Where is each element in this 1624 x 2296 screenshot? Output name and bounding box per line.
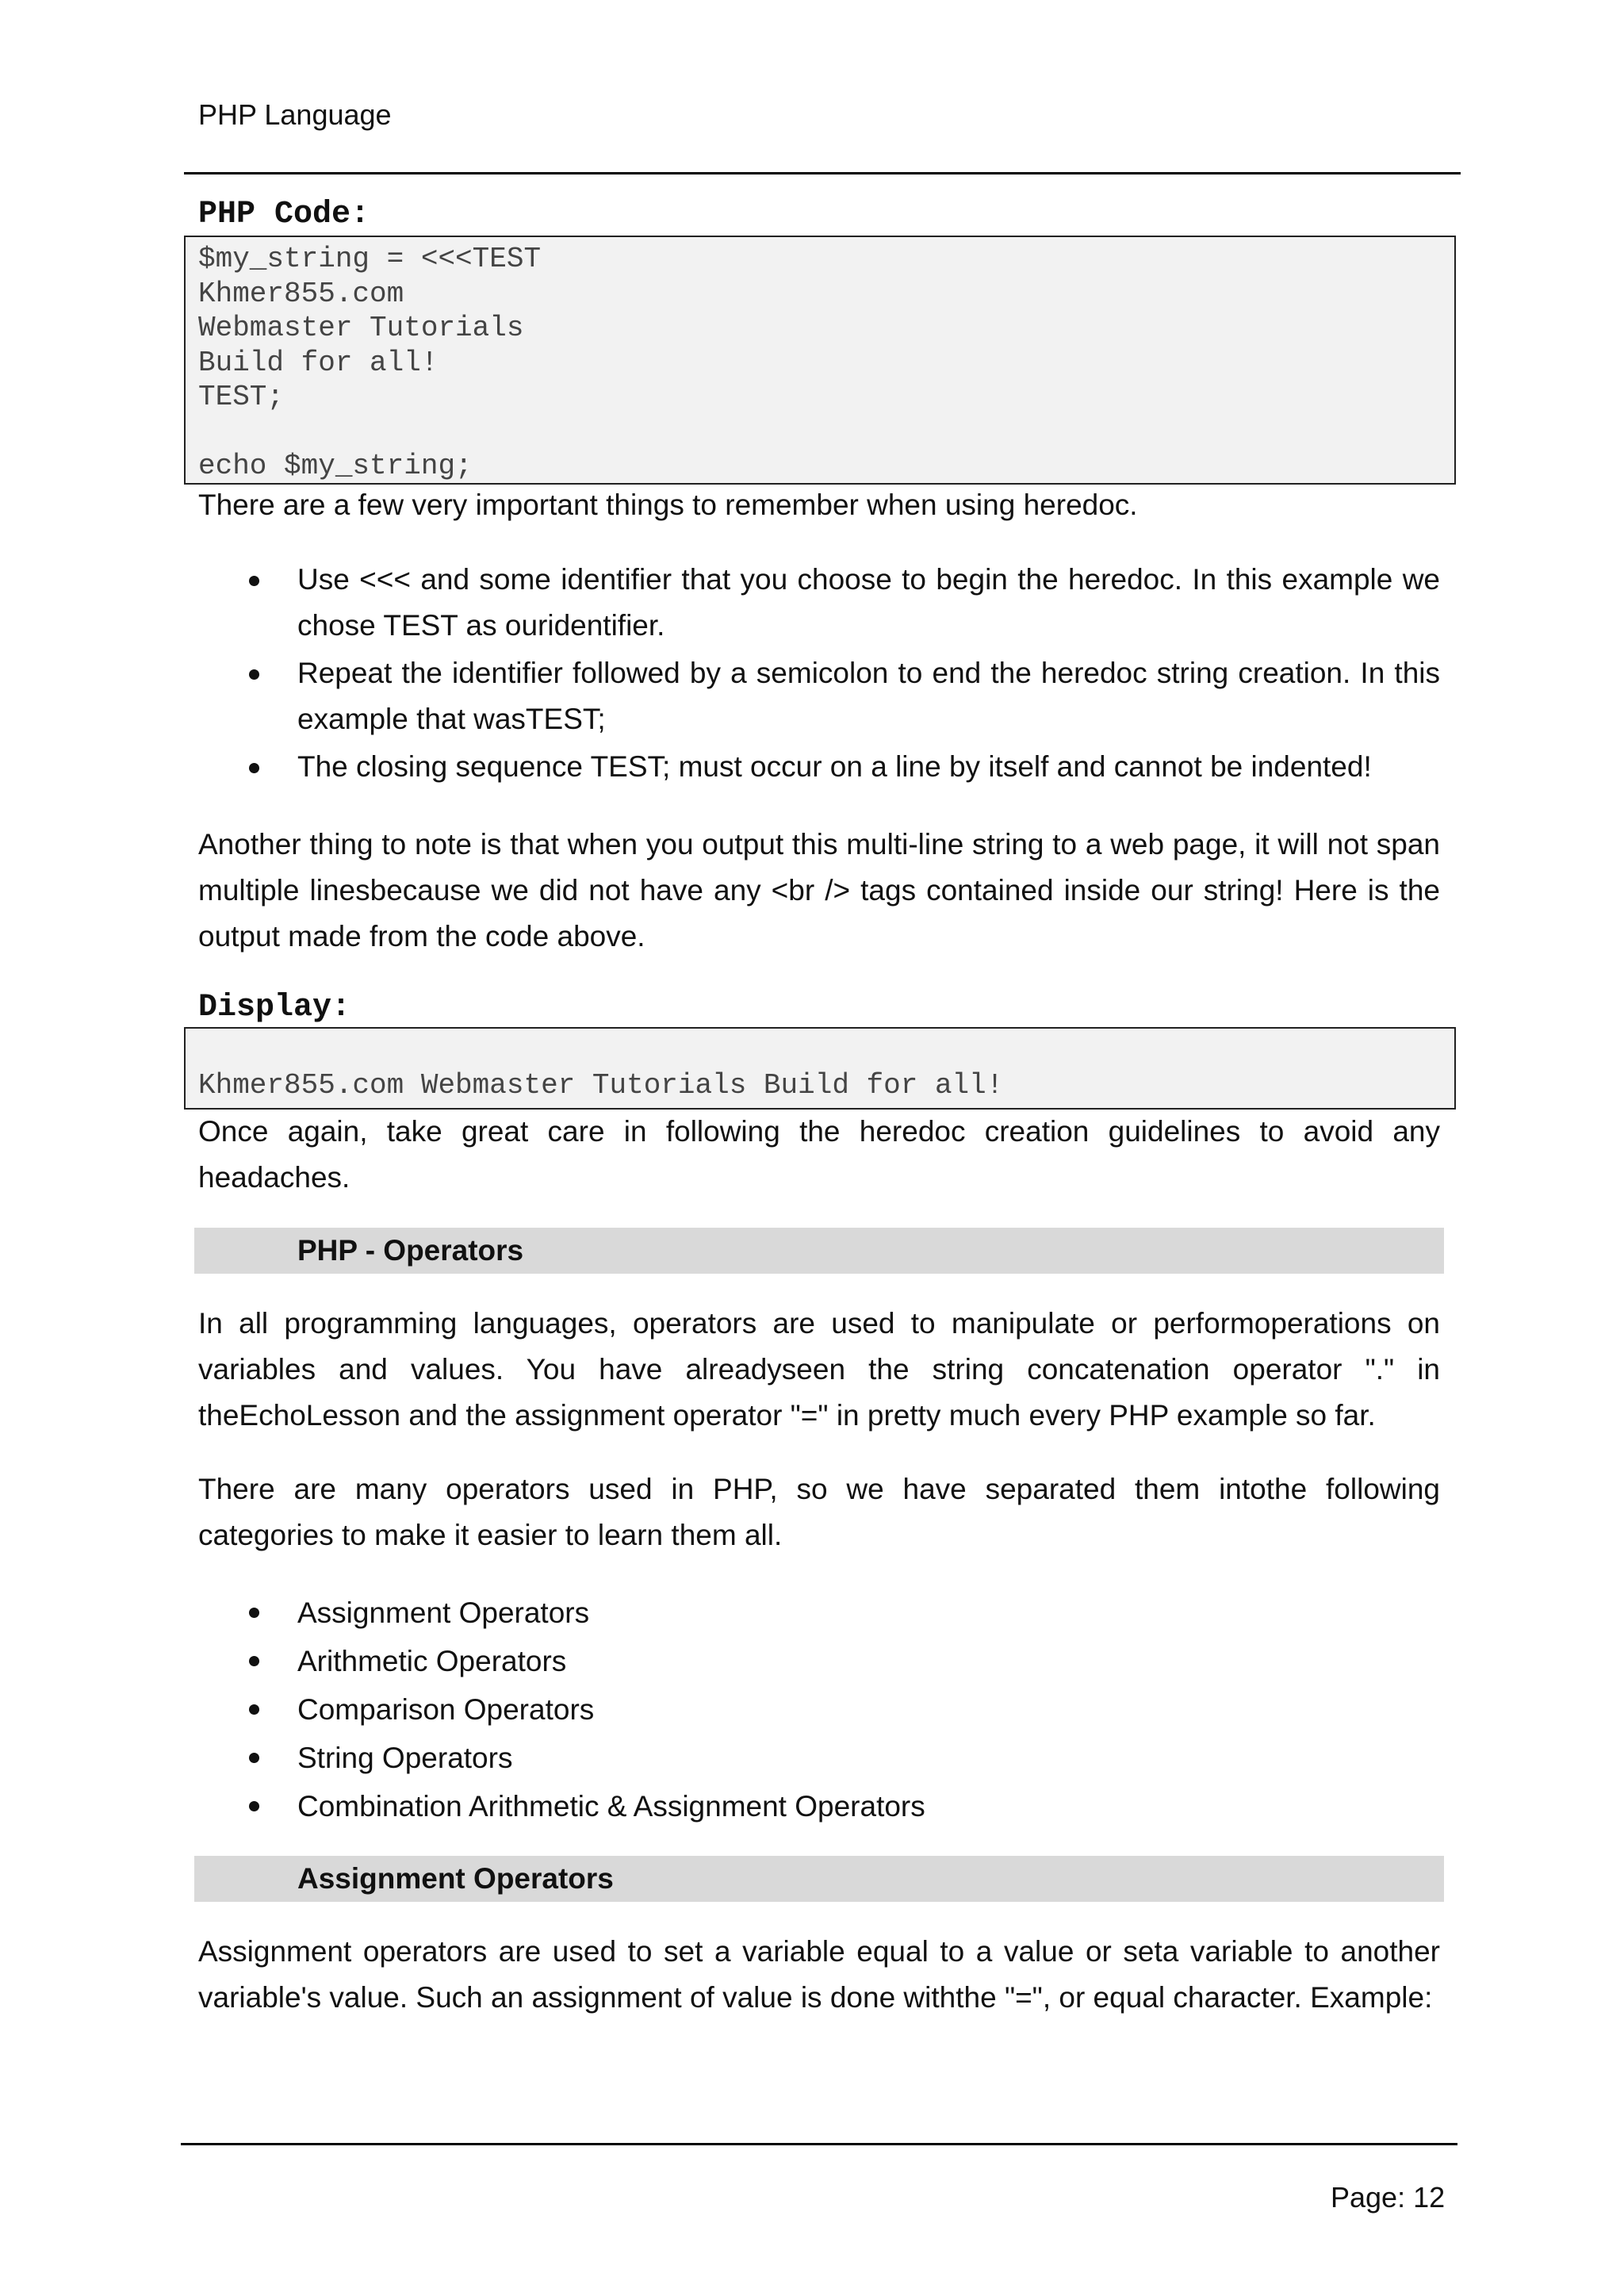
code-block-label: PHP Code: (198, 197, 370, 232)
heredoc-rules-list (198, 557, 1440, 792)
bullet-icon (249, 669, 259, 680)
footer-rule (181, 2143, 1457, 2145)
display-block (184, 1027, 1456, 1110)
list-item: Combination Arithmetic & Assignment Operators (198, 1782, 1440, 1830)
code-line: $my_string = <<<TEST (198, 243, 542, 275)
display-line: Khmer855.com Webmaster Tutorials Build for all! (198, 1068, 1004, 1102)
running-header: PHP Language (198, 98, 392, 131)
list-item: The closing sequence TEST; must occur on a line by itself and cannot be indented! (198, 744, 1440, 790)
code-line (198, 415, 1442, 450)
bullet-icon (249, 1656, 259, 1666)
header-rule (184, 172, 1461, 174)
display-block-label: Display: (198, 990, 351, 1025)
section-heading-operators: PHP - Operators (194, 1228, 1444, 1274)
bullet-icon (249, 1753, 259, 1763)
bullet-icon (249, 1704, 259, 1715)
paragraph-output-note: Another thing to note is that when you output this multi-line string to a web page, it will not span multiple linesbecause we did not have any <br /> tags contained inside our string! Here is the output made from the code above. (198, 828, 1440, 953)
operator-categories-list (198, 1589, 1440, 1830)
bullet-icon (249, 576, 259, 586)
list-item: Use <<< and some identifier that you choose to begin the heredoc. In this example we chose TEST as ouridentifier. (198, 557, 1440, 649)
display-line (198, 1033, 1442, 1068)
list-item: Arithmetic Operators (198, 1637, 1440, 1685)
bullet-icon (249, 763, 259, 773)
bullet-icon (249, 1801, 259, 1811)
code-line: TEST; (198, 381, 285, 413)
code-block (184, 236, 1456, 485)
paragraph-heredoc-intro: There are a few very important things to remember when using heredoc. (198, 489, 1138, 521)
paragraph-operators-intro: In all programming languages, operators are used to manipulate or performoperations on variables and values. You have alreadyseen the string concatenation operator "." in theEchoLesson and the assignment operator "=" in pretty much every PHP example so far. (198, 1307, 1440, 1432)
bullet-icon (249, 1608, 259, 1618)
page-number: Page: 12 (1331, 2181, 1446, 2214)
paragraph-care: Once again, take great care in following the heredoc creation guidelines to avoid any headaches. (198, 1115, 1440, 1194)
section-heading-assignment: Assignment Operators (194, 1856, 1444, 1902)
list-item: Repeat the identifier followed by a semicolon to end the heredoc string creation. In this example that wasTEST; (198, 650, 1440, 742)
code-line: Webmaster Tutorials (198, 312, 524, 344)
paragraph-operators-categories: There are many operators used in PHP, so we have separated them intothe following categories to make it easier to learn them all. (198, 1473, 1440, 1551)
list-item: String Operators (198, 1734, 1440, 1782)
code-line: echo $my_string; (198, 450, 473, 482)
list-item: Comparison Operators (198, 1685, 1440, 1734)
paragraph-assignment: Assignment operators are used to set a variable equal to a value or seta variable to another variable's value. Such an assignment of value is done withthe "=", or equal character. Example: (198, 1935, 1440, 2014)
code-line: Build for all! (198, 346, 439, 379)
list-item: Assignment Operators (198, 1589, 1440, 1637)
code-line: Khmer855.com (198, 277, 404, 310)
